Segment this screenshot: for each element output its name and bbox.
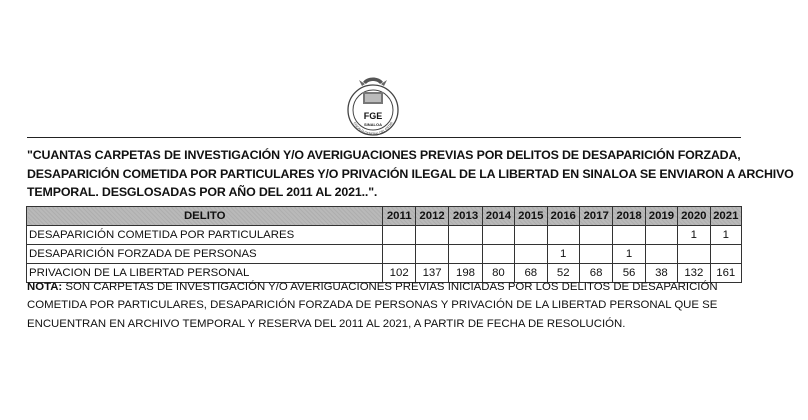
delito-cell: DESAPARICIÓN COMETIDA POR PARTICULARES (27, 226, 383, 245)
count-cell (515, 245, 547, 264)
count-cell (515, 226, 547, 245)
count-cell: 52 (547, 264, 579, 283)
delito-cell: PRIVACION DE LA LIBERTAD PERSONAL (27, 264, 383, 283)
footnote (27, 278, 767, 333)
count-cell (579, 226, 612, 245)
note-line: ENCUENTRAN EN ARCHIVO TEMPORAL Y RESERVA DEL 2011 AL 2021, A PARTIR DE FECHA DE RESOLUCIÓN. (27, 317, 626, 330)
request-question (27, 146, 794, 202)
table-row (27, 226, 742, 245)
header-year: 2012 (415, 207, 448, 226)
header-year: 2017 (579, 207, 612, 226)
table-header-row (27, 207, 742, 226)
count-cell (710, 245, 741, 264)
count-cell: 198 (449, 264, 482, 283)
count-cell: 1 (678, 226, 710, 245)
count-cell (415, 226, 448, 245)
count-cell (547, 226, 579, 245)
count-cell: 137 (415, 264, 448, 283)
count-cell (383, 226, 415, 245)
table-row (27, 245, 742, 264)
count-cell: 1 (613, 245, 645, 264)
header-year: 2013 (449, 207, 482, 226)
header-year: 2011 (383, 207, 415, 226)
seal-emblem-icon (335, 72, 411, 138)
count-cell (383, 245, 415, 264)
seal-initials: FGE (363, 111, 383, 121)
count-cell: 68 (515, 264, 547, 283)
note-line (27, 278, 767, 296)
question-line: TEMPORAL. DESGLOSADAS POR AÑO DEL 2011 AL 2021..". (27, 185, 378, 199)
header-year: 2019 (645, 207, 677, 226)
header-year: 2015 (515, 207, 547, 226)
seal-ring-text: FISCALÍA GENERAL DEL ESTAD (352, 121, 394, 136)
count-cell (415, 245, 448, 264)
fge-seal-logo (335, 72, 411, 138)
header-year: 2014 (482, 207, 514, 226)
question-line: "CUANTAS CARPETAS DE INVESTIGACIÓN Y/O AVERIGUACIONES PREVIAS POR DELITOS DE DESAPARICIÓN FORZADA, (27, 148, 741, 162)
count-cell: 56 (613, 264, 645, 283)
count-cell: 38 (645, 264, 677, 283)
question-line: DESAPARICIÓN COMETIDA POR PARTICULARES Y/O PRIVACIÓN ILEGAL DE LA LIBERTAD EN SINALOA SE ENVIARON A ARCHIVO (27, 166, 794, 181)
count-cell (482, 226, 514, 245)
count-cell (579, 245, 612, 264)
count-cell (678, 245, 710, 264)
note-text: SON CARPETAS DE INVESTIGACIÓN Y/O AVERIGUACIONES PREVIAS INICIADAS POR LOS DELITOS DE DESAPARICIÓN (62, 281, 718, 293)
count-cell: 68 (579, 264, 612, 283)
header-year: 2016 (547, 207, 579, 226)
header-year: 2020 (678, 207, 710, 226)
count-cell: 132 (678, 264, 710, 283)
count-cell: 1 (547, 245, 579, 264)
delito-cell: DESAPARICIÓN FORZADA DE PERSONAS (27, 245, 383, 264)
count-cell: 161 (710, 264, 741, 283)
note-line: COMETIDA POR PARTICULARES, DESAPARICIÓN FORZADA DE PERSONAS Y PRIVACIÓN DE LA LIBERTAD PERSONAL QUE SE (27, 299, 718, 312)
count-cell (645, 245, 677, 264)
count-cell: 80 (482, 264, 514, 283)
divider-line (27, 137, 741, 138)
crimes-by-year-table (26, 206, 742, 283)
note-label: NOTA: (27, 281, 63, 293)
count-cell (482, 245, 514, 264)
count-cell: 102 (383, 264, 415, 283)
count-cell (449, 245, 482, 264)
header-year: 2018 (613, 207, 645, 226)
seal-state: SINALOA (364, 122, 382, 127)
count-cell (645, 226, 677, 245)
count-cell (449, 226, 482, 245)
header-year: 2021 (710, 207, 741, 226)
count-cell: 1 (710, 226, 741, 245)
header-delito: DELITO (27, 207, 383, 226)
count-cell (613, 226, 645, 245)
